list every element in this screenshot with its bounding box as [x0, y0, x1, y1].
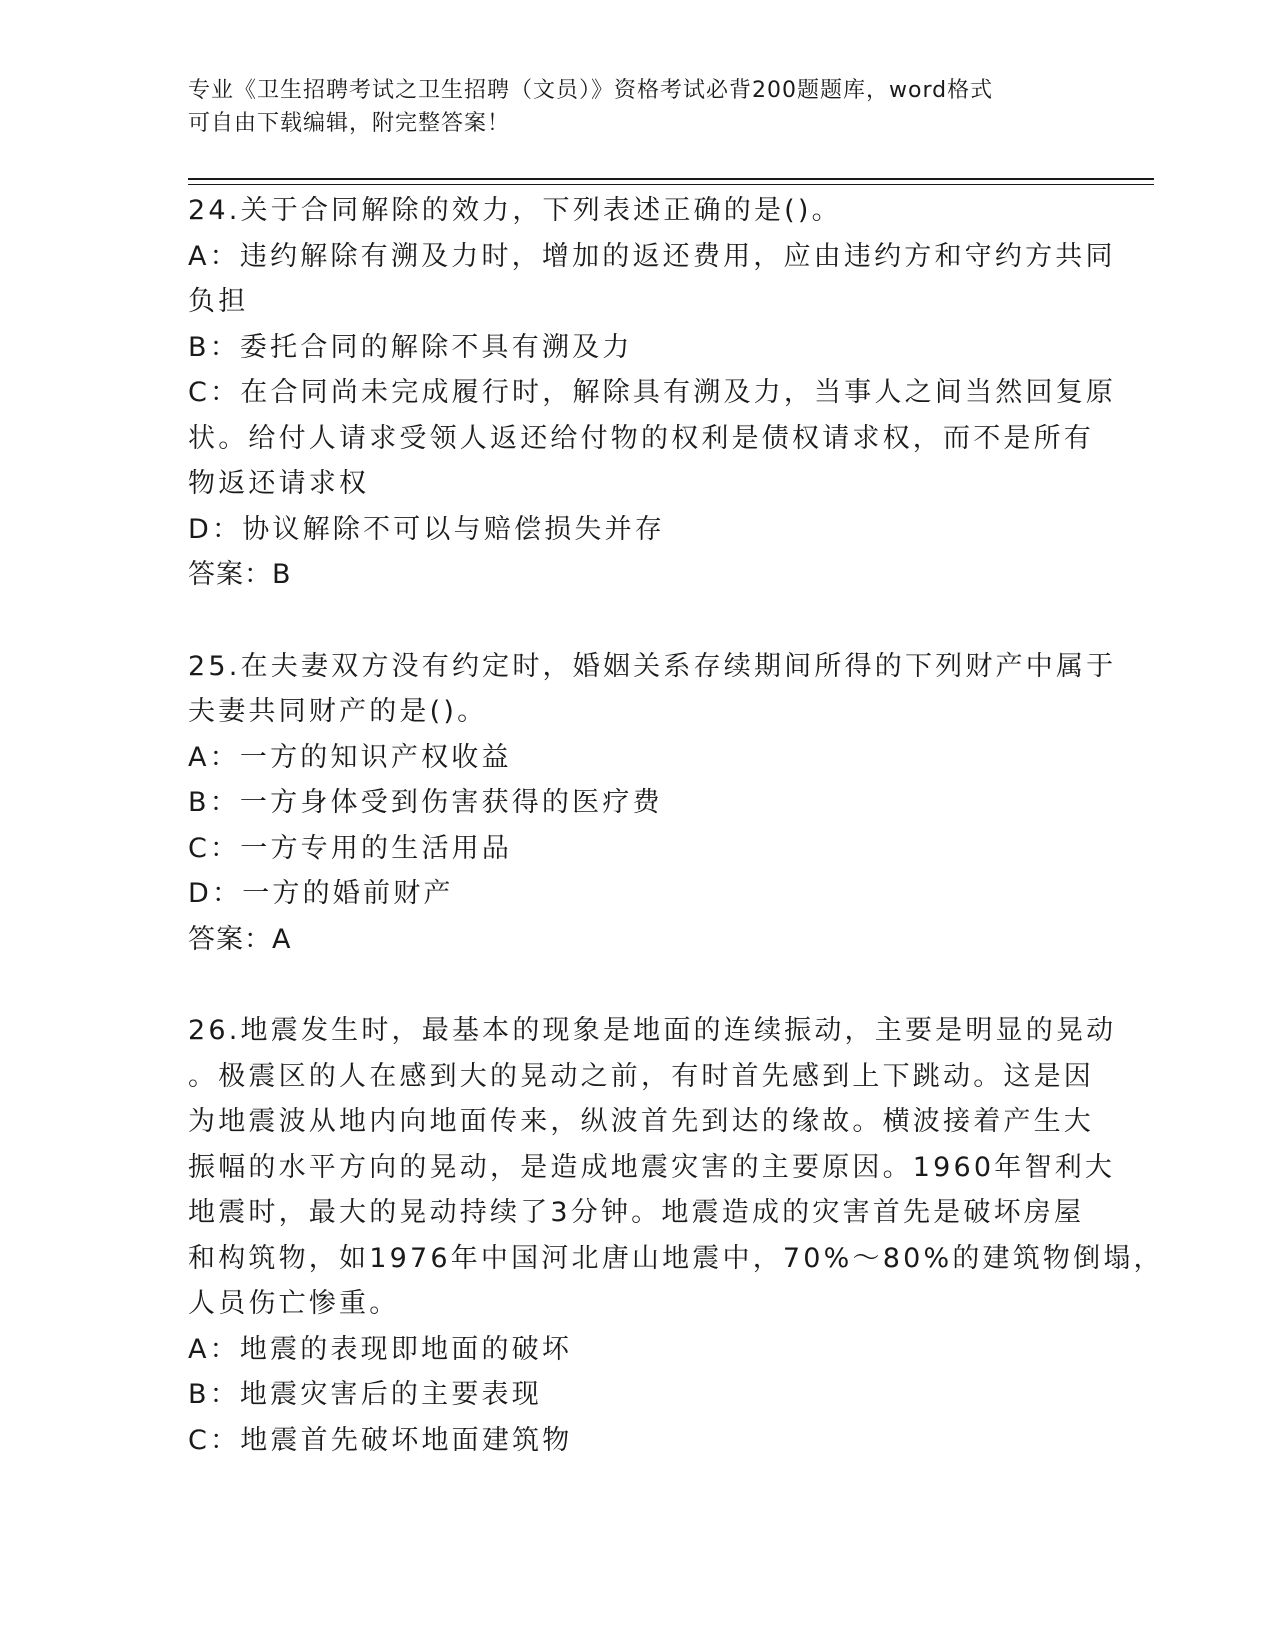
question-26 — [188, 1008, 1164, 1463]
header-title-line-2: 可自由下载编辑，附完整答案！ — [188, 111, 511, 136]
question-stem-continued: 地震时，最大的晃动持续了3分钟。地震造成的灾害首先是破坏房屋 — [188, 1197, 1085, 1228]
question-stem-continued: 人员伤亡惨重。 — [188, 1288, 400, 1319]
answer-label: 答案：B — [188, 559, 292, 590]
option-c: C：在合同尚未完成履行时，解除具有溯及力，当事人之间当然回复原 — [188, 377, 1117, 408]
question-list — [188, 188, 1164, 1463]
question-stem-continued: 和构筑物，如1976年中国河北唐山地震中，70%～80%的建筑物倒塌， — [188, 1242, 1164, 1274]
option-c: C：地震首先破坏地面建筑物 — [188, 1424, 573, 1456]
header-divider-thin — [188, 184, 1154, 185]
answer-label: 答案：A — [188, 923, 292, 955]
question-25 — [188, 644, 1117, 963]
question-stem: 26.地震发生时，最基本的现象是地面的连续振动，主要是明显的晃动 — [188, 1015, 1117, 1046]
option-d: D：一方的婚前财产 — [188, 878, 454, 909]
option-a-continued: 负担 — [188, 286, 249, 317]
option-a: A：地震的表现即地面的破坏 — [188, 1333, 573, 1365]
option-c: C：一方专用的生活用品 — [188, 832, 513, 864]
question-stem-continued: 夫妻共同财产的是()。 — [188, 696, 488, 727]
option-d: D：协议解除不可以与赔偿损失并存 — [188, 513, 665, 545]
header-divider-thick — [188, 178, 1154, 180]
question-24 — [188, 188, 1117, 598]
option-a: A：违约解除有溯及力时，增加的返还费用，应由违约方和守约方共同 — [188, 240, 1116, 272]
option-c-continued: 物返还请求权 — [188, 468, 370, 499]
question-stem-continued: 。极震区的人在感到大的晃动之前，有时首先感到上下跳动。这是因 — [188, 1060, 1094, 1092]
question-stem-continued: 振幅的水平方向的晃动，是造成地震灾害的主要原因。1960年智利大 — [188, 1151, 1116, 1183]
option-a: A：一方的知识产权收益 — [188, 741, 512, 773]
question-stem: 24.关于合同解除的效力，下列表述正确的是()。 — [188, 195, 842, 226]
question-stem-continued: 为地震波从地内向地面传来，纵波首先到达的缘故。横波接着产生大 — [188, 1106, 1094, 1137]
header-title-line-1: 专业《卫生招聘考试之卫生招聘（文员）》资格考试必背200题题库，word格式 — [188, 78, 994, 103]
option-b: B：委托合同的解除不具有溯及力 — [188, 331, 633, 363]
option-b: B：地震灾害后的主要表现 — [188, 1379, 542, 1410]
document-header — [188, 74, 1068, 140]
option-c-continued: 状。给付人请求受领人返还给付物的权利是债权请求权，而不是所有 — [188, 422, 1094, 454]
option-b: B：一方身体受到伤害获得的医疗费 — [188, 787, 663, 818]
question-stem: 25.在夫妻双方没有约定时，婚姻关系存续期间所得的下列财产中属于 — [188, 650, 1117, 682]
